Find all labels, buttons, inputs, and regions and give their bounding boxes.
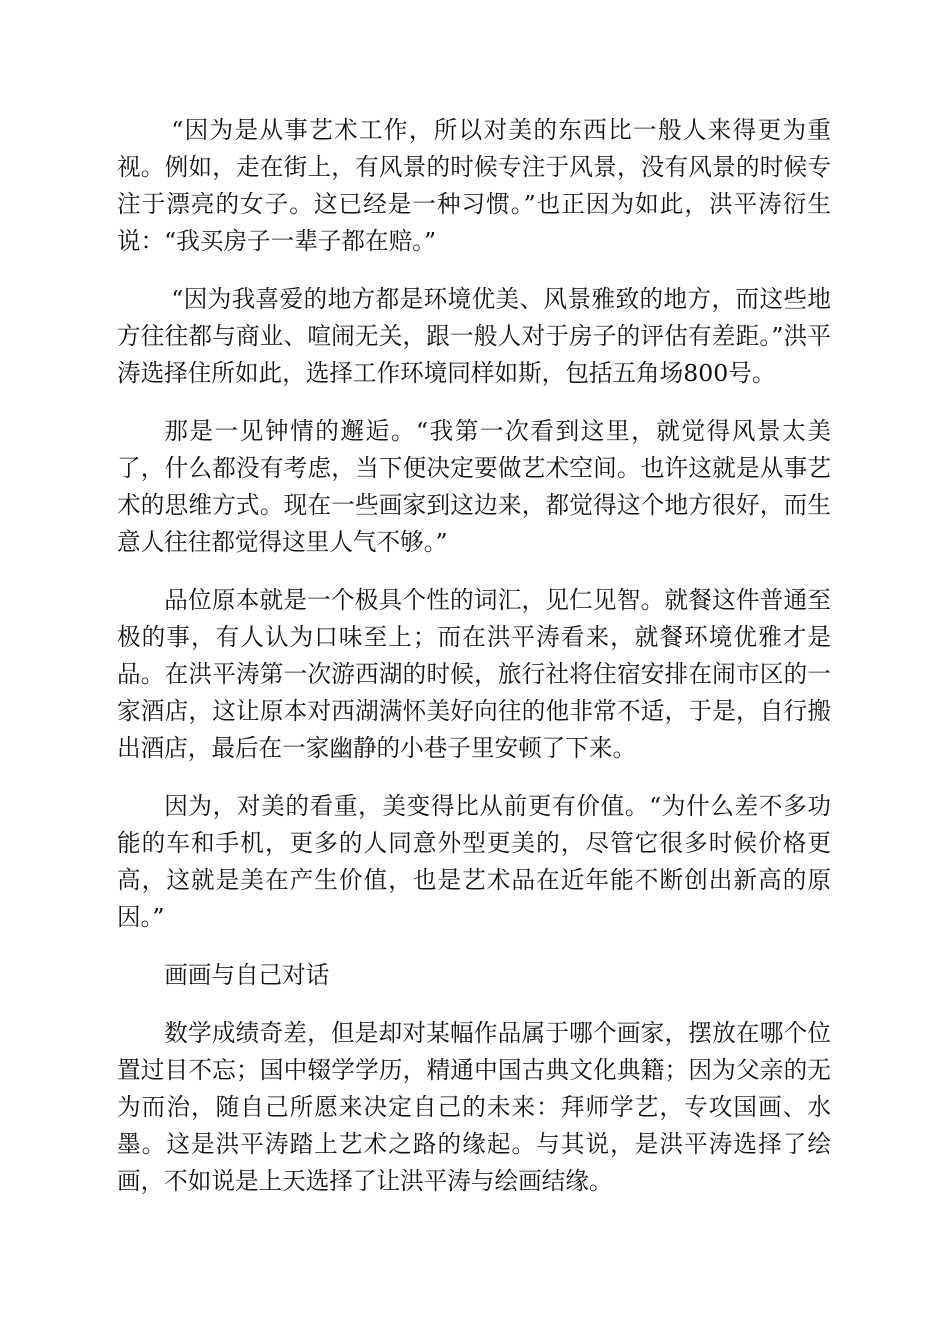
section-heading: 画画与自己对话 xyxy=(164,961,330,989)
paragraph-2: “因为我喜爱的地方都是环境优美、风景雅致的地方，而这些地方往往都与商业、喧闹无关，跟一般人对于房子的评估有差距。”洪平涛选择住所如此，选择工作环境同样如斯，包括五角场800号。 xyxy=(117,285,831,387)
document-page xyxy=(117,112,831,1221)
paragraph-5: 因为，对美的看重，美变得比从前更有价值。“为什么差不多功能的车和手机，更多的人同意外型更美的，尽管它很多时候价格更高，这就是美在产生价值，也是艺术品在近年能不断创出新高的原因。” xyxy=(117,792,831,931)
paragraph-3: 那是一见钟情的邂逅。“我第一次看到这里，就觉得风景太美了，什么都没有考虑，当下便决定要做艺术空间。也许这就是从事艺术的思维方式。现在一些画家到这边来，都觉得这个地方很好，而生意人往往都觉得这里人气不够。” xyxy=(117,417,831,556)
paragraph-4: 品位原本就是一个极具个性的词汇，见仁见智。就餐这件普通至极的事，有人认为口味至上；而在洪平涛看来，就餐环境优雅才是品。在洪平涛第一次游西湖的时候，旅行社将住宿安排在闹市区的一家酒店，这让原本对西湖满怀美好向往的他非常不适，于是，自行搬出酒店，最后在一家幽静的小巷子里安顿了下来。 xyxy=(117,586,831,762)
paragraph-6: 数学成绩奇差，但是却对某幅作品属于哪个画家，摆放在哪个位置过目不忘；国中辍学学历，精通中国古典文化典籍；因为父亲的无为而治，随自己所愿来决定自己的未来：拜师学艺，专攻国画、水墨。这是洪平涛踏上艺术之路的缘起。与其说，是洪平涛选择了绘画，不如说是上天选择了让洪平涛与绘画结缘。 xyxy=(117,1019,831,1195)
paragraph-1: “因为是从事艺术工作，所以对美的东西比一般人来得更为重视。例如，走在街上，有风景的时候专注于风景，没有风景的时候专注于漂亮的女子。这已经是一种习惯。”也正因为如此，洪平涛衍生说：“我买房子一辈子都在赔。” xyxy=(117,116,831,255)
